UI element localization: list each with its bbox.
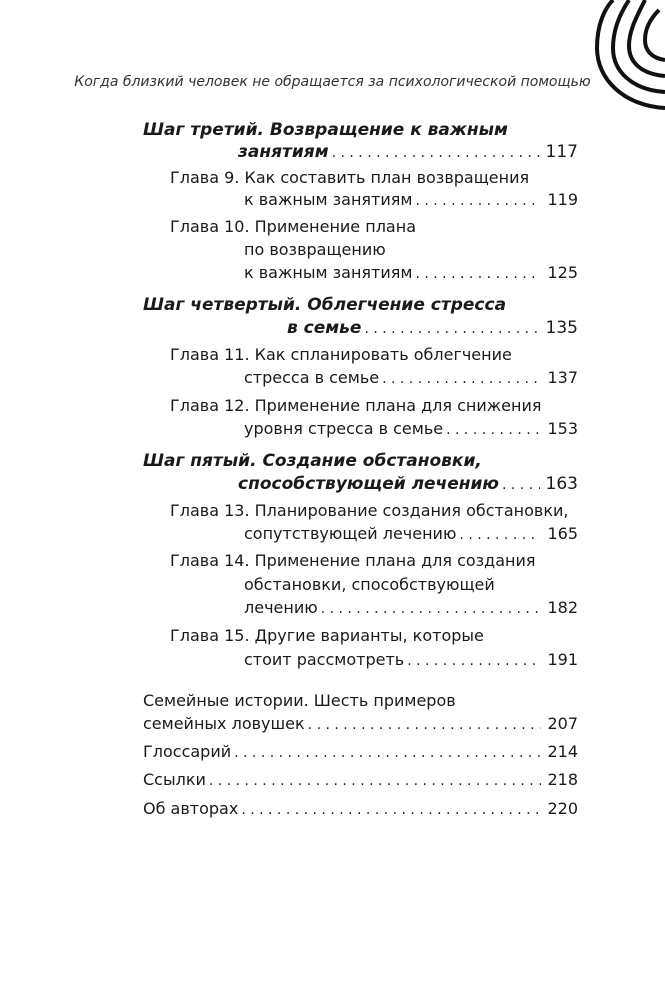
toc-step-title: Шаг четвертый. Облегчение стресса [143,295,507,315]
toc-backmatter-entry: Глоссарий . . . 214 [143,740,578,764]
toc-step-title: Шаг третий. Возвращение к важным [143,120,508,140]
page-number: 135 [545,318,578,338]
toc-chapter-title: Глава 14. Применение плана для создания [170,551,536,570]
page-number: 137 [547,368,578,387]
running-header: Когда близкий человек не обращается за психологической помощью [74,74,591,90]
toc-chapter-title-cont: обстановки, способствующей [244,575,495,594]
toc-chapter-title: Глава 11. Как спланировать облегчение [170,345,512,364]
page-number: 119 [547,190,578,209]
toc-chapter-entry: лечению . . . 182 [244,596,578,620]
toc-backmatter-title: Семейные истории. Шесть примеров [143,691,456,710]
toc-chapter-entry: к важным занятиям . . . 119 [244,188,578,212]
toc-backmatter-entry: семейных ловушек . . . 207 [143,712,578,736]
toc-chapter-entry: стресса в семье . . . 137 [244,366,578,390]
toc-chapter-entry: стоит рассмотреть . . . 191 [244,648,578,672]
page-number: 207 [547,714,578,733]
toc-step-entry: в семье . . . 135 [287,316,578,340]
toc-chapter-entry: сопутствующей лечению . . . 165 [244,522,578,546]
page-number: 117 [545,142,578,162]
toc-chapter-title: Глава 10. Применение плана [170,217,416,236]
toc-step-entry: занятиям . . . 117 [238,140,578,164]
toc-step-entry: способствующей лечению . . . 163 [238,472,578,496]
page-number: 153 [547,419,578,438]
toc-chapter-title-cont: по возвращению [244,240,386,259]
toc-backmatter-entry: Ссылки . . . 218 [143,768,578,792]
page-number: 214 [547,742,578,761]
page-number: 182 [547,598,578,617]
page-number: 220 [547,799,578,818]
toc-chapter-title: Глава 15. Другие варианты, которые [170,626,484,645]
toc-chapter-title: Глава 9. Как составить план возвращения [170,168,530,187]
toc-chapter-title: Глава 13. Планирование создания обстановки, [170,501,569,520]
toc-chapter-entry: уровня стресса в семье . . . 153 [244,417,578,441]
page-number: 125 [547,263,578,282]
page-number: 165 [547,524,578,543]
page-number: 163 [545,474,578,494]
toc-chapter-entry: к важным занятиям . . . 125 [244,261,578,285]
page-number: 218 [547,770,578,789]
toc-step-title: Шаг пятый. Создание обстановки, [143,451,482,471]
page-number: 191 [547,650,578,669]
toc-chapter-title: Глава 12. Применение плана для снижения [170,396,542,415]
toc-backmatter-entry: Об авторах . . . 220 [143,797,578,821]
